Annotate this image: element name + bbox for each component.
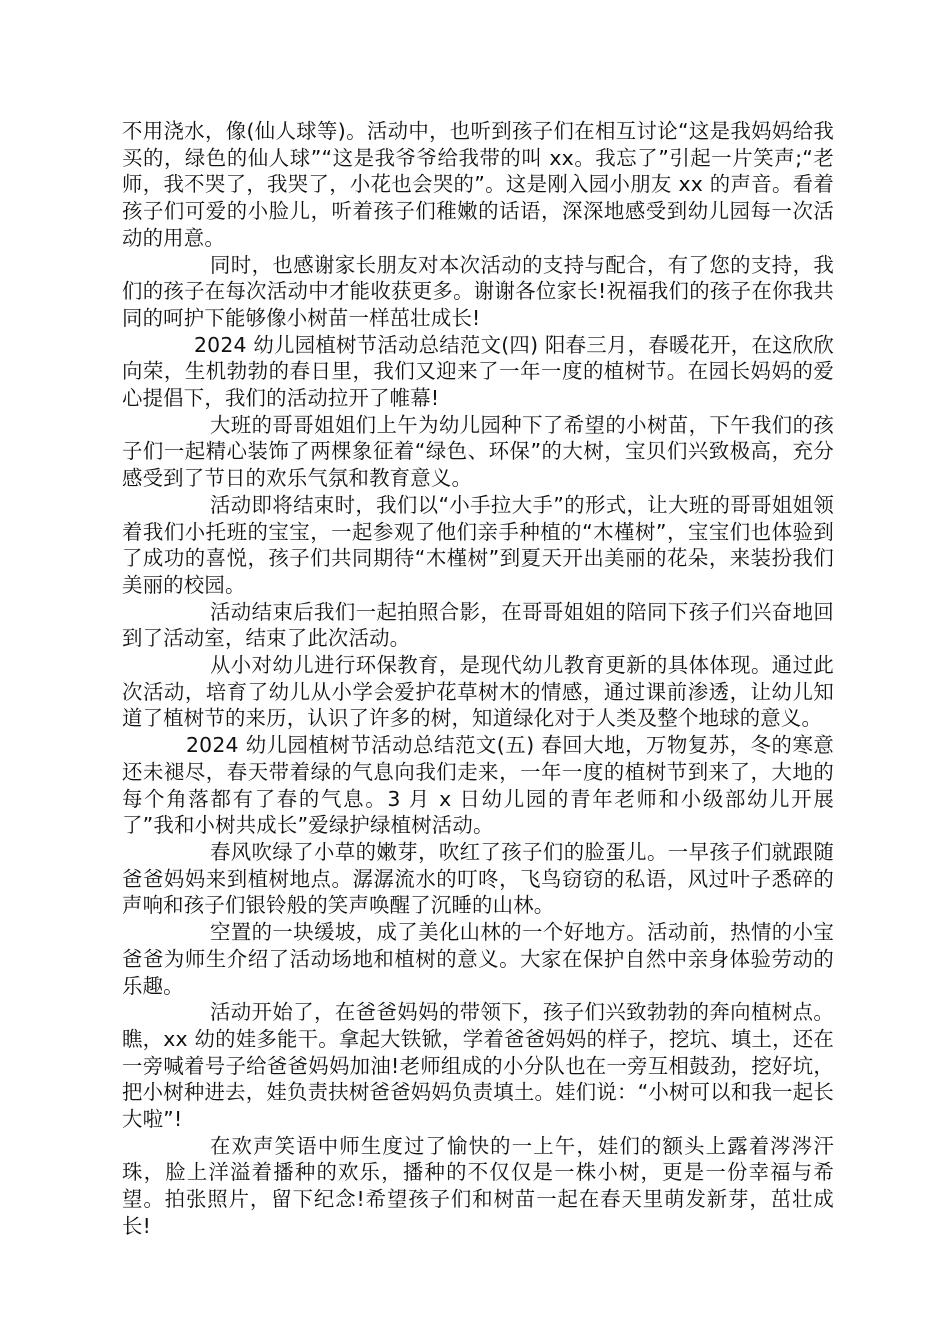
- paragraph-12: 在欢声笑语中师生度过了愉快的一上午，娃们的额头上露着涔涔汗珠，脸上洋溢着播种的欢乐，播种的不仅仅是一株小树，更是一份幸福与希望。拍张照片，留下纪念!希望孩子们和树苗一起在春天里萌发新芽，茁壮成长!: [122, 1133, 834, 1238]
- paragraph-2: 同时，也感谢家长朋友对本次活动的支持与配合，有了您的支持，我们的孩子在每次活动中才能收获更多。谢谢各位家长!祝福我们的孩子在你我共同的呵护下能够像小树苗一样茁壮成长!: [122, 252, 834, 330]
- paragraph-1: 不用浇水，像(仙人球等)。活动中，也听到孩子们在相互讨论“这是我妈妈给我买的，绿色的仙人球”“这是我爷爷给我带的叫 xx。我忘了”引起一片笑声;“老师，我不哭了，我哭了，小花也会哭的”。这是刚入园小朋友 xx 的声音。看着孩子们可爱的小脸儿，听着孩子们稚嫩的话语，深深地感受到幼儿园每一次活动的用意。: [122, 119, 834, 250]
- paragraph-10: 空置的一块缓坡，成了美化山林的一个好地方。活动前，热情的小宝爸爸为师生介绍了活动场地和植树的意义。大家在保护自然中亲身体验劳动的乐趣。: [122, 920, 834, 998]
- paragraph-6: 活动结束后我们一起拍照合影，在哥哥姐姐的陪同下孩子们兴奋地回到了活动室，结束了此次活动。: [122, 599, 834, 651]
- paragraph-8-heading-five: 2024 幼儿园植树节活动总结范文(五) 春回大地，万物复苏，冬的寒意还未褪尽，春天带着绿的气息向我们走来，一年一度的植树节到来了，大地的每个角落都有了春的气息。3 月 x 日幼儿园的青年老师和小级部幼儿开展了”我和小树共成长”爱绿护绿植树活动。: [122, 733, 834, 838]
- paragraph-11: 活动开始了，在爸爸妈妈的带领下，孩子们兴致勃勃的奔向植树点。瞧，xx 幼的娃多能干。拿起大铁锨，学着爸爸妈妈的样子，挖坑、填土，还在一旁喊着号子给爸爸妈妈加油!老师组成的小分队也在一旁互相鼓劲，挖好坑，把小树种进去，娃负责扶树爸爸妈妈负责填土。娃们说：“小树可以和我一起长大啦”!: [122, 1000, 834, 1132]
- paragraph-3-heading-four: 2024 幼儿园植树节活动总结范文(四) 阳春三月，春暖花开，在这欣欣向荣，生机勃勃的春日里，我们又迎来了一年一度的植树节。在园长妈妈的爱心提倡下，我们的活动拉开了帷幕!: [122, 332, 834, 411]
- document-body: [122, 118, 834, 1240]
- paragraph-9: 春风吹绿了小草的嫩芽，吹红了孩子们的脸蛋儿。一早孩子们就跟随爸爸妈妈来到植树地点。潺潺流水的叮咚，飞鸟窃窃的私语，风过叶子悉碎的声响和孩子们银铃般的笑声唤醒了沉睡的山林。: [122, 839, 834, 918]
- paragraph-5: 活动即将结束时，我们以“小手拉大手”的形式，让大班的哥哥姐姐领着我们小托班的宝宝，一起参观了他们亲手种植的“木槿树”，宝宝们也体验到了成功的喜悦，孩子们共同期待“木槿树”到夏天开出美丽的花朵，来装扮我们美丽的校园。: [122, 492, 834, 597]
- paragraph-7: 从小对幼儿进行环保教育，是现代幼儿教育更新的具体体现。通过此次活动，培育了幼儿从小学会爱护花草树木的情感，通过课前渗透，让幼儿知道了植树节的来历，认识了许多的树，知道绿化对于人类及整个地球的意义。: [122, 653, 834, 731]
- paragraph-4: 大班的哥哥姐姐们上午为幼儿园种下了希望的小树苗，下午我们的孩子们一起精心装饰了两棵象征着“绿色、环保”的大树，宝贝们兴致极高，充分感受到了节日的欢乐气氛和教育意义。: [122, 412, 834, 491]
